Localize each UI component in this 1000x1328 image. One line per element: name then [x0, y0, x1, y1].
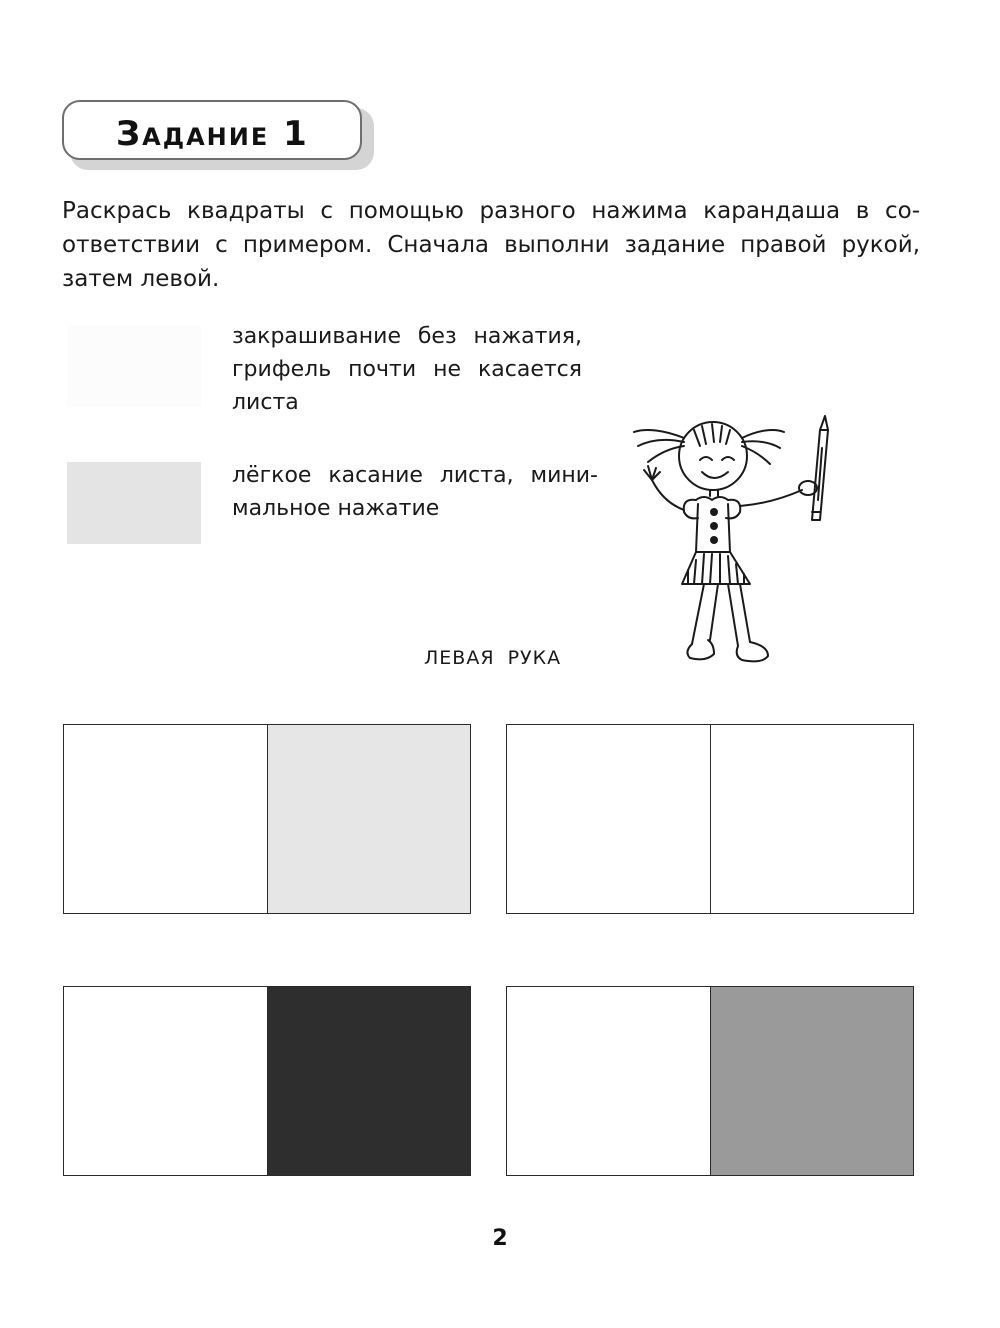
exercise-box [506, 724, 914, 914]
task-title: Задание 1 [116, 114, 309, 154]
exercise-box [63, 724, 471, 914]
task-title-plate [62, 100, 374, 170]
coloring-area[interactable] [507, 725, 711, 913]
legend-item-light-touch [232, 459, 598, 525]
legend-swatch-no-pressure [67, 325, 201, 407]
sample-shade [711, 987, 914, 1175]
instructions-line: ответствии с примером. Сначала выполни задание правой рукой, [62, 232, 920, 258]
task-instructions [62, 194, 920, 296]
legend-line: закрашивание без нажатия, [232, 324, 582, 349]
instructions-line: Раскрась квадраты с помощью разного нажима карандаша в со- [62, 198, 920, 224]
page-number: 2 [492, 1226, 508, 1251]
sample-shade [711, 725, 914, 913]
legend-line: мальное нажатие [232, 496, 440, 521]
legend-swatch-light-touch [67, 462, 201, 544]
girl-with-pencil-icon [624, 408, 844, 678]
section-label-left-hand: ЛЕВАЯ РУКА [424, 647, 562, 669]
exercise-box [63, 986, 471, 1176]
sample-shade [268, 725, 471, 913]
legend-line: грифель почти не касается [232, 357, 582, 382]
coloring-area[interactable] [64, 987, 268, 1175]
legend-line: лёгкое касание листа, мини- [232, 463, 598, 488]
legend-line: листа [232, 390, 299, 415]
coloring-area[interactable] [507, 987, 711, 1175]
legend-item-no-pressure [232, 320, 582, 419]
exercise-box [506, 986, 914, 1176]
coloring-area[interactable] [64, 725, 268, 913]
title-plate-box [62, 100, 362, 160]
instructions-line: затем левой. [62, 266, 220, 292]
sample-shade [268, 987, 471, 1175]
